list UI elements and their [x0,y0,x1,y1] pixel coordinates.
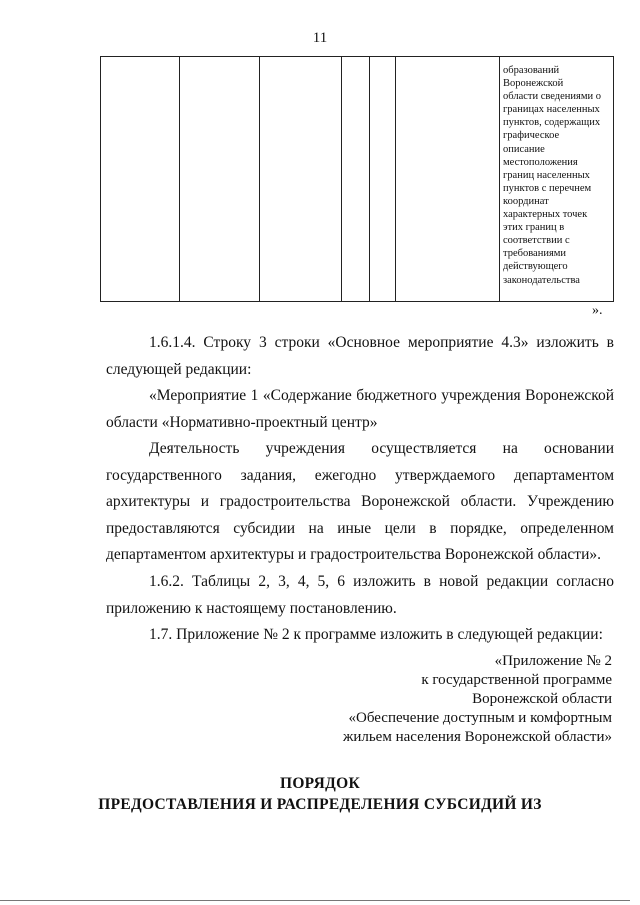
paragraph-activity-1: «Мероприятие 1 «Содержание бюджетного учреждения Воронежской области «Нормативно-проектный центр» [106,387,614,431]
table-column-divider [499,57,500,301]
heading-title: ПОРЯДОК [279,775,361,792]
table-column-divider [395,57,396,301]
table-fragment [100,56,614,302]
table-column-divider [259,57,260,301]
quote-end: ». [592,303,603,318]
appendix-header: «Приложение № 2 к государственной программе Воронежской области «Обеспечение доступным и комфортным жильем населения Воронежской области» [342,653,612,745]
page-number: 11 [312,30,328,46]
table-cell-text: образований Воронежской области сведениями о границах населенных пунктов, содержащих графическое описание местоположения границ населенных пунктов с перечнем координат характерных точек этих границ в соответствии с требованиями действующего законодательства [503,65,602,286]
paragraph-1-6-2: 1.6.2. Таблицы 2, 3, 4, 5, 6 изложить в новой редакции согласно приложению к настоящему постановлению. [106,573,614,617]
table-column-divider [369,57,370,301]
paragraph-institution-activity: Деятельность учреждения осуществляется на основании государственного задания, ежегодно утверждаемого департаментом архитектуры и градостроительства Воронежской области. Учреждению предоставляются субсидии на иные цели в порядке, определенном департаментом архитектуры и градостроительства Воронежской области». [106,440,614,564]
paragraph-1-6-1-4: 1.6.1.4. Строку 3 строки «Основное мероприятие 4.3» изложить в следующей редакции: [106,334,614,378]
paragraph-1-7: 1.7. Приложение № 2 к программе изложить в следующей редакции: [149,626,603,643]
page-bottom-rule [0,900,630,901]
table-column-divider [341,57,342,301]
heading-subtitle: ПРЕДОСТАВЛЕНИЯ И РАСПРЕДЕЛЕНИЯ СУБСИДИЙ ИЗ [98,796,542,813]
table-column-divider [179,57,180,301]
